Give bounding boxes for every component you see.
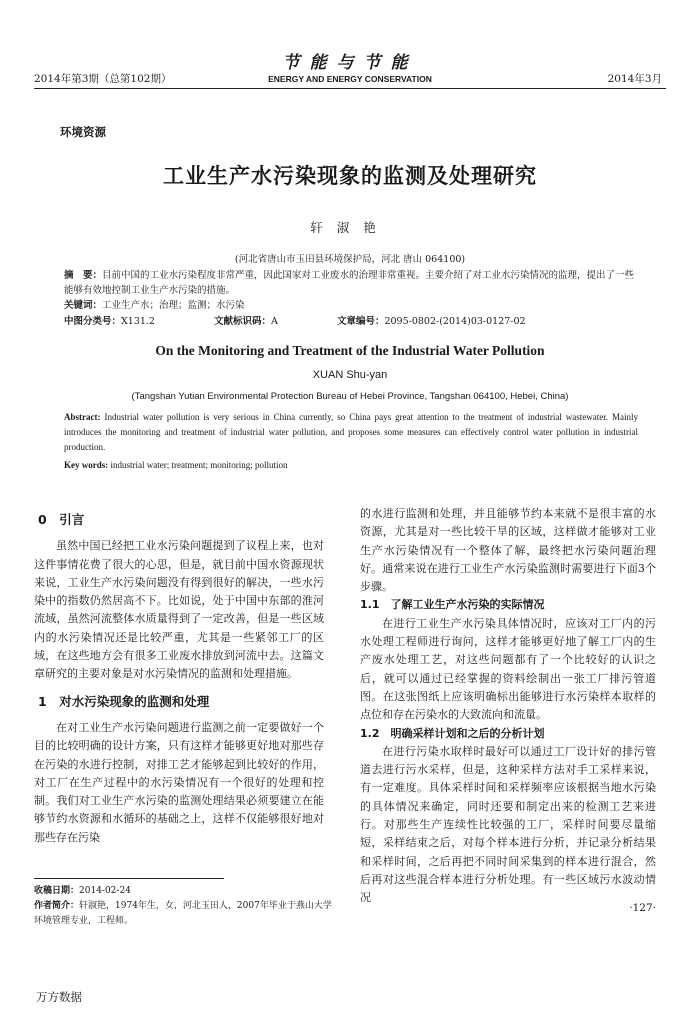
keywords-cn-label: 关键词：: [64, 300, 103, 311]
received-value: 2014-02-24: [79, 886, 131, 896]
footnote: [34, 884, 334, 929]
heading-section-1-2: 1.2 明确采样计划和之后的分析计划: [360, 726, 545, 740]
issue-date: 2014年3月: [607, 73, 662, 85]
paragraph-introduction: 虽然中国已经把工业水污染问题提到了议程上来，也对这件事情花费了很大的心思，但是，就目前中国水资源现状来说，工业生产水污染问题没有得到很好的解决，一些水污染中的指数仍然居高不下。比如说，处于中国中东部的淮河流域，虽然河流整体水质量得到了一定改善，但是一些区域内的水污染情况还是比较严重，尤其是一些紧邻工厂的区域，在这些地方会有很多工业废水排放到河流中去。这篇文章研究的主要对象是对水污染情况的监测和处理措施。: [34, 539, 324, 681]
abstract-en-label: Abstract:: [64, 412, 101, 422]
affiliation-cn: (河北省唐山市玉田县环境保护局，河北 唐山 064100): [234, 254, 466, 265]
heading-introduction: 0 引言: [38, 512, 85, 527]
journal-name-en: ENERGY AND ENERGY CONSERVATION: [268, 74, 432, 84]
received-label: 收稿日期：: [34, 886, 80, 896]
classification-line: [64, 314, 638, 329]
paragraph-section-1-2: 在进行污染水取样时最好可以通过工厂设计好的排污管道去进行污水采样，但是，这种采样方法对手工采样来说，有一定难度。具体采样时间和采样频率应该根据当地水污染的具体情况来确定，同时还要和制定出来的检测工艺来进行。对那些生产连续性比较强的工厂，采样时间要尽量缩短，采样结束之后，对每个样本进行分析，并记录分析结果和采样时间，之后再把不同时间采集到的样本进行混合，然后再对这些混合样本进行分析处理。有一些区域污水波动情况: [360, 744, 656, 905]
abstract-en: [64, 410, 638, 455]
journal-masthead: [0, 48, 700, 84]
header-divider: [34, 88, 666, 89]
article-no-value: 2095-0802-(2014)03-0127-02: [384, 316, 526, 327]
author-bio-label: 作者简介：: [34, 901, 80, 911]
author-en: XUAN Shu-yan: [312, 369, 388, 381]
paragraph-section-1-1: 在进行工业生产水污染具体情况时，应该对工厂内的污水处理工程师进行询问，这样才能够更好地了解工厂内的生产废水处理工艺，对这些问题都有了一个比较好的认识之后，就可以通过已经掌握的资料绘制出一张工厂排污管道图。在这张图纸上应该明确标出能够进行水污染样本取样的点位和存在污染水的大致流向和流量。: [360, 616, 656, 722]
abstract-en-text: Industrial water pollution is very serious in China currently, so China pays great attention to the treatment of industrial wastewater. Mainly introduces the monitoring and treatment of industrial water pollution, and proposes some measures can effectively control water pollution in industrial production.: [64, 412, 638, 452]
author-cn: 轩淑艳: [310, 220, 390, 235]
title-en: On the Monitoring and Treatment of the Industrial Water Pollution: [155, 343, 545, 358]
doc-code-value: A: [271, 316, 278, 327]
journal-name-cn: 节能与节能: [282, 53, 418, 73]
heading-section-1-1: 1.1 了解工业生产水污染的实际情况: [360, 598, 545, 612]
abstract-cn-label: 摘 要：: [64, 270, 103, 281]
abstract-cn-text: 目前中国的工业水污染程度非常严重，因此国家对工业废水的治理非常重视。主要介绍了对工业水污染情况的监理，提出了一些能够有效地控制工业生产水污染的措施。: [64, 270, 635, 296]
section-tag: 环境资源: [60, 125, 106, 139]
keywords-en: [64, 458, 638, 473]
paragraph-section-1: 在对工业生产水污染问题进行监测之前一定要做好一个目的比较明确的设计方案，只有这样才能够更好地对那些存在污染的水进行控制，对排工艺才能够起到比较好的作用，对工厂在生产过程中的水污染情况有一个很好的处理和控制。我们对工业生产水污染的监测处理结果必须要建立在能够节约水资源和水循环的基础之上，这样不仅能够很好地对那些存在污染: [34, 720, 324, 844]
watermark: 万方数据: [36, 990, 82, 1004]
keywords-en-label: Key words:: [64, 460, 109, 470]
received-date: [34, 884, 334, 899]
doc-code-label: 文献标识码：: [214, 316, 272, 327]
issue-info: 2014年第3期（总第102期）: [34, 73, 172, 85]
paragraph-continued: 的水进行监测和处理，并且能够节约本来就不是很丰富的水资源，尤其是对一些比较干旱的区域，这样做才能够对工业生产水污染情况有一个整体了解，最终把水污染问题治理好。通常来说在进行工业生产水污染监测时需要进行下面3个步骤。: [360, 507, 656, 594]
page-number: ·127·: [629, 902, 656, 914]
author-bio-text: 轩淑艳，1974年生，女，河北玉田人，2007年毕业于燕山大学环境管理专业，工程师。: [34, 901, 332, 926]
clc-value: X131.2: [121, 316, 155, 327]
article-no-label: 文章编号：: [336, 316, 385, 327]
clc-label: 中图分类号：: [64, 316, 122, 327]
left-column: [34, 505, 324, 847]
footnote-divider: [34, 878, 224, 879]
clc-item: [64, 316, 183, 327]
keywords-cn-text: 工业生产水；治理；监测；水污染: [102, 300, 245, 311]
keywords-en-text: industrial water; treatment; monitoring; pollution: [110, 460, 288, 470]
author-bio: [34, 899, 334, 929]
doc-code-item: [214, 316, 306, 327]
article-no-item: [337, 316, 554, 327]
title-cn: 工业生产水污染现象的监测及处理研究: [163, 164, 537, 188]
right-column: [360, 505, 656, 908]
keywords-cn: [64, 298, 638, 313]
abstract-cn: [64, 268, 638, 298]
affiliation-en: (Tangshan Yutian Environmental Protection Bureau of Hebei Province, Tangshan 064100, Hebei, China): [131, 391, 569, 402]
heading-section-1: 1 对水污染现象的监测和处理: [38, 693, 210, 709]
